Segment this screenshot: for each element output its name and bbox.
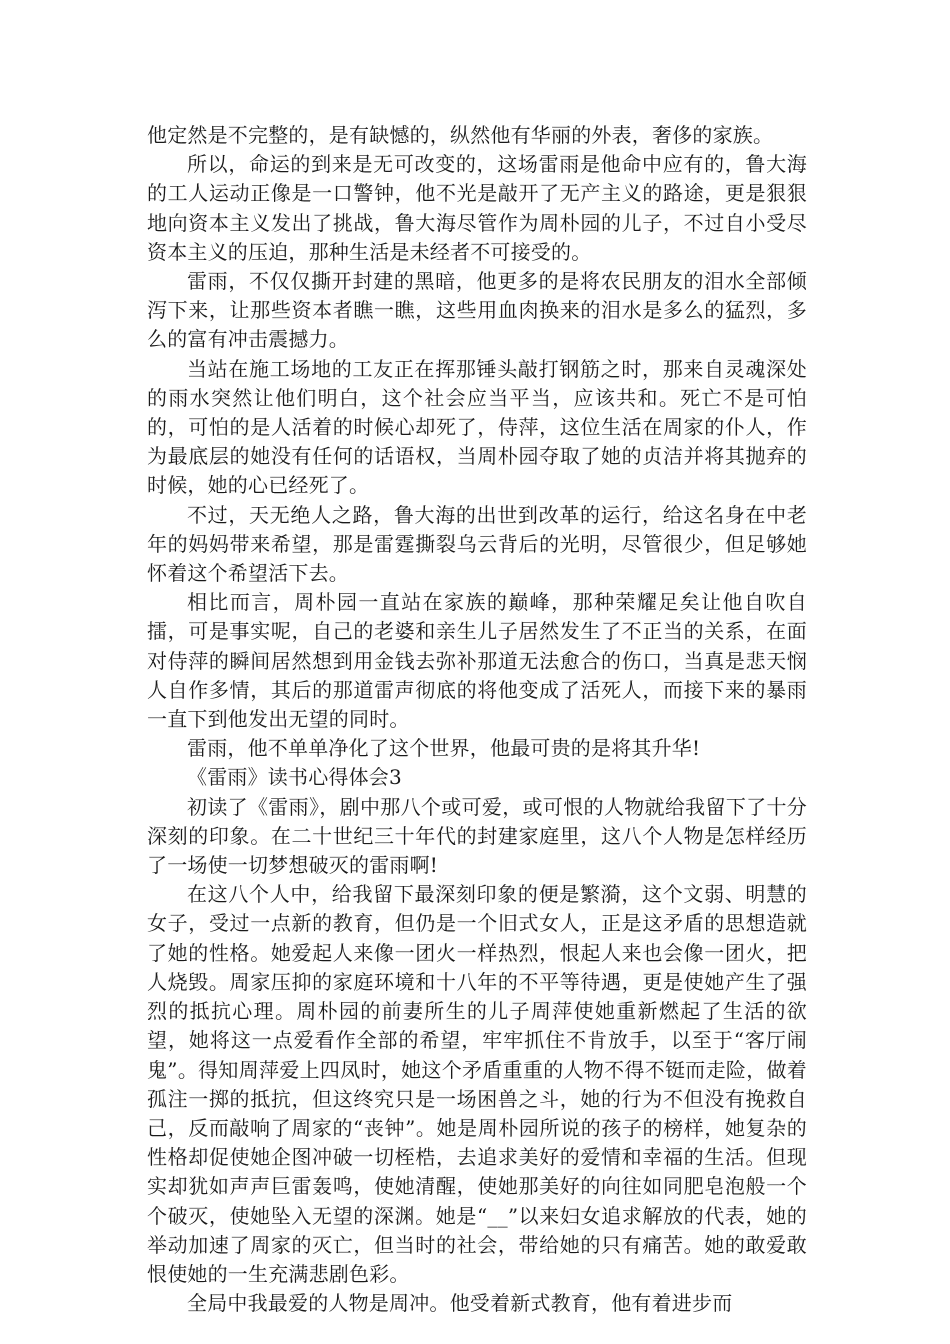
paragraph-continuation: 他定然是不完整的，是有缺憾的，纵然他有华丽的外表，奢侈的家族。 — [147, 123, 774, 147]
paragraph-conclusion: 雷雨，他不单单净化了这个世界，他最可贵的是将其升华! — [187, 736, 701, 761]
paragraph-zhou-puyuan: 相比而言，周朴园一直站在家族的巅峰，那种荣耀足矣让他自吹自擂，可是事实呢，自己的老婆和亲生儿子居然发生了不正当的关系，在面对侍萍的瞬间居然想到用金钱去弥补那道无法愈合的伤口，当真是悲天悯人自作多情，其后的那道雷声彻底的将他变成了活死人，而接下来的暴雨一直下到他发出无望的同时。 — [147, 590, 807, 732]
paragraph-fanyi: 在这八个人中，给我留下最深刻印象的便是繁漪，这个文弱、明慧的女子，受过一点新的教育，但仍是一个旧式女人，正是这矛盾的思想造就了她的性格。她爱起人来像一团火一样热烈，恨起人来也会像一团火，把人烧毁。周家压抑的家庭环境和十八年的不平等待遇，更是使她产生了强烈的抵抗心理。周朴园的前妻所生的儿子周萍使她重新燃起了生活的欲望，她将这一点爱看作全部的希望，牢牢抓住不肯放手，以至于“客厅闹鬼”。得知周萍爱上四凤时，她这个矛盾重重的人物不得不铤而走险，做着孤注一掷的抵抗，但这终究只是一场困兽之斗，她的行为不但没有挽救自己，反而敲响了周家的“丧钟”。她是周朴园所说的孩子的榜样，她复杂的性格却促使她企图冲破一切桎梏，去追求美好的爱情和幸福的生活。但现实却犹如声声巨雷轰鸣，使她清醒，使她那美好的向往如同肥皂泡般一个个破灭，使她坠入无望的深渊。她是“__”以来妇女追求解放的代表，她的举动加速了周家的灭亡，但当时的社会，带给她的只有痛苦。她的敢爱敢恨使她的一生充满悲剧色彩。 — [147, 882, 807, 1286]
section-heading: 《雷雨》读书心得体会3 — [187, 765, 402, 790]
paragraph-hope: 不过，天无绝人之路，鲁大海的出世到改革的运行，给这名身在中老年的妈妈带来希望，那是雷霆撕裂乌云背后的光明，尽管很少，但足够她怀着这个希望活下去。 — [147, 502, 807, 586]
paragraph-first-reading: 初读了《雷雨》，剧中那八个或可爱，或可恨的人物就给我留下了十分深刻的印象。在二十世纪三十年代的封建家庭里，这八个人物是怎样经历了一场使一切梦想破灭的雷雨啊! — [147, 794, 807, 878]
paragraph-thunderstorm-tears: 雷雨，不仅仅撕开封建的黑暗，他更多的是将农民朋友的泪水全部倾泻下来，让那些资本者瞧一瞧，这些用血肉换来的泪水是多么的猛烈，多么的富有冲击震撼力。 — [147, 269, 807, 352]
paragraph-workers: 当站在施工场地的工友正在挥那锤头敲打钢筋之时，那来自灵魂深处的雨水突然让他们明白，这个社会应当平当，应该共和。死亡不是可怕的，可怕的是人活着的时候心却死了，侍萍，这位生活在周家的仆人，作为最底层的她没有任何的话语权，当周朴园夺取了她的贞洁并将其抛弃的时候，她的心已经死了。 — [147, 356, 807, 498]
paragraph-zhou-chong: 全局中我最爱的人物是周冲。他受着新式教育，他有着进步而 — [187, 1291, 733, 1316]
paragraph-fate: 所以，命运的到来是无可改变的，这场雷雨是他命中应有的，鲁大海的工人运动正像是一口警钟，他不光是敲开了无产主义的路途，更是狠狠地向资本主义发出了挑战，鲁大海尽管作为周朴园的儿子，不过自小受尽资本主义的压迫，那种生活是未经者不可接受的。 — [147, 152, 807, 264]
document-page — [147, 121, 807, 1318]
